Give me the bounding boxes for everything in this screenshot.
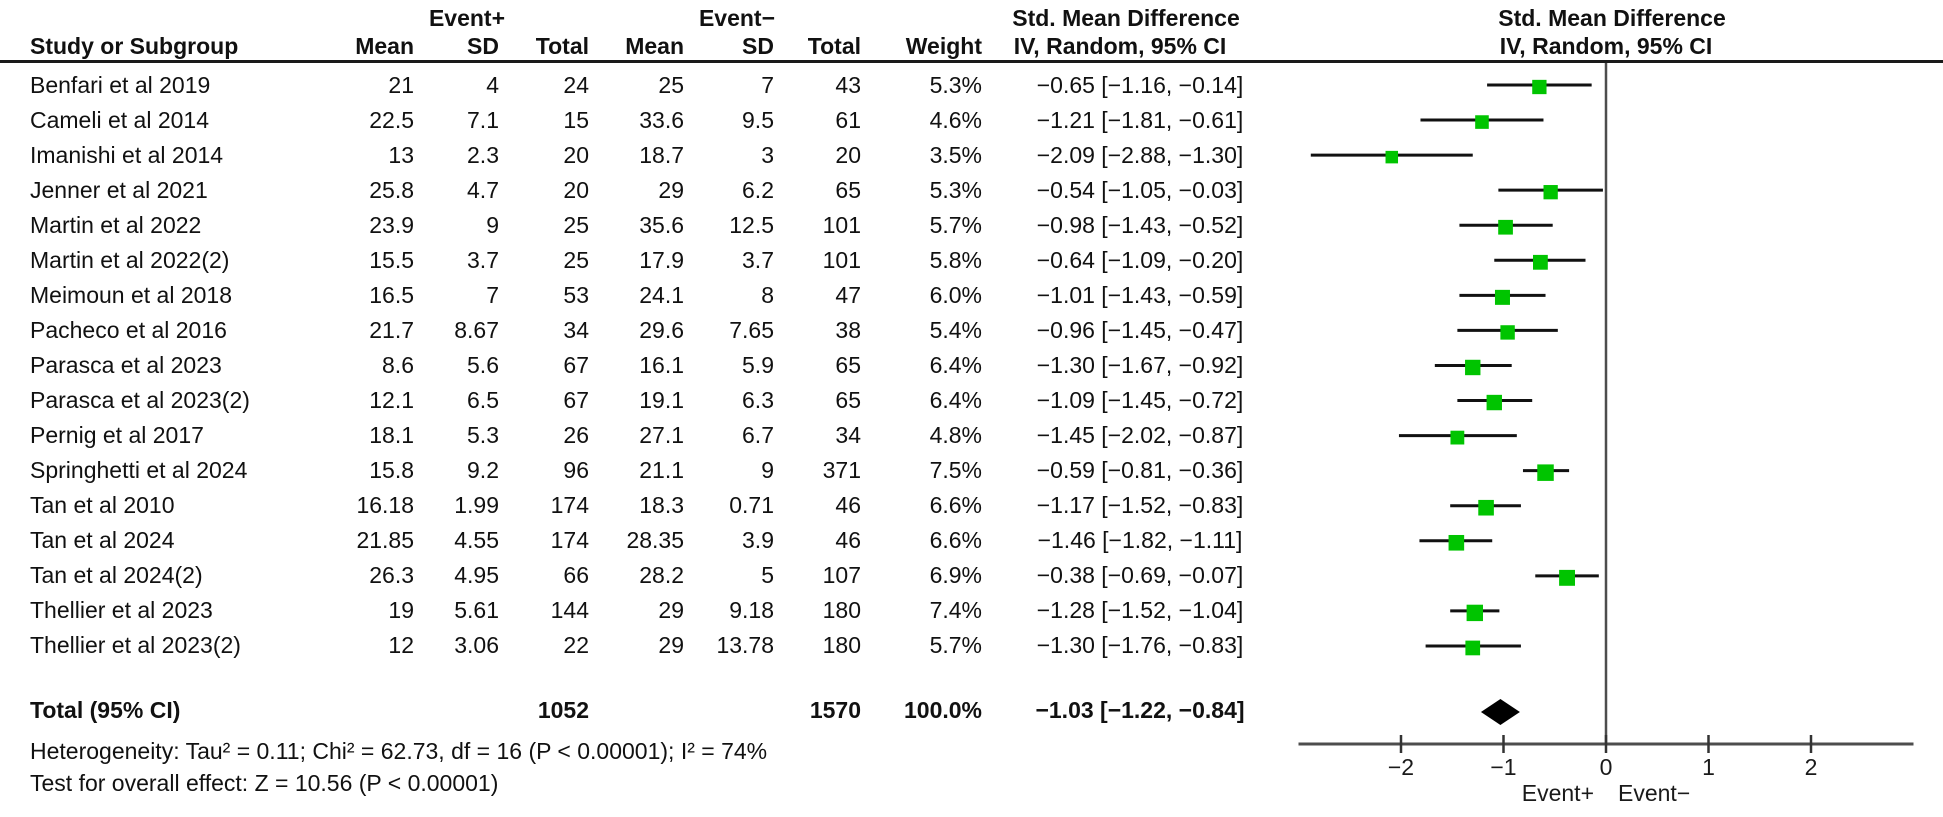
axis-label-event-plus: Event+ <box>1521 780 1594 806</box>
study-mean1: 26.3 <box>369 562 414 589</box>
mean-marker <box>1449 535 1465 551</box>
study-name: Meimoun et al 2018 <box>30 281 233 308</box>
study-n2: 46 <box>835 492 861 519</box>
study-n2: 61 <box>835 106 861 133</box>
study-mean2: 18.7 <box>639 141 684 168</box>
axis-tick-label: 2 <box>1804 754 1818 780</box>
study-n2: 180 <box>822 632 861 659</box>
study-ci_text: −0.98 [−1.43, −0.52] <box>1036 211 1244 238</box>
col-header-study: Study or Subgroup <box>30 33 239 59</box>
study-weight: 6.0% <box>929 281 982 308</box>
study-mean1: 21 <box>388 71 414 98</box>
col-header-total2: Total <box>807 33 861 59</box>
study-n1: 96 <box>563 457 589 484</box>
study-n1: 34 <box>563 316 589 343</box>
study-n1: 174 <box>550 527 589 554</box>
study-ci_text: −1.09 [−1.45, −0.72] <box>1036 387 1244 414</box>
study-sd1: 1.99 <box>454 492 499 519</box>
study-ci_text: −2.09 [−2.88, −1.30] <box>1036 141 1244 168</box>
study-n1: 144 <box>550 597 589 624</box>
smd-header-left: Std. Mean Difference <box>1012 5 1240 31</box>
mean-marker <box>1544 185 1558 199</box>
study-name: Pernig et al 2017 <box>30 422 204 449</box>
study-ci_text: −0.54 [−1.05, −0.03] <box>1036 176 1244 203</box>
study-ci_text: −1.21 [−1.81, −0.61] <box>1036 106 1244 133</box>
study-n2: 107 <box>822 562 861 589</box>
study-mean2: 21.1 <box>639 457 684 484</box>
study-weight: 5.3% <box>929 176 982 203</box>
study-sd1: 8.67 <box>454 316 499 343</box>
study-mean2: 28.35 <box>626 527 684 554</box>
study-ci_text: −1.01 [−1.43, −0.59] <box>1036 281 1244 308</box>
study-sd1: 7.1 <box>467 106 499 133</box>
study-sd2: 5.9 <box>742 351 774 378</box>
total-n1: 1052 <box>537 697 589 723</box>
study-sd2: 13.78 <box>716 632 774 659</box>
study-name: Parasca et al 2023(2) <box>30 387 250 414</box>
study-n1: 20 <box>563 176 589 203</box>
study-sd2: 3.7 <box>742 246 774 273</box>
study-weight: 5.8% <box>929 246 982 273</box>
study-mean2: 29 <box>658 597 684 624</box>
mean-marker <box>1475 115 1489 129</box>
study-name: Thellier et al 2023(2) <box>30 632 241 659</box>
study-weight: 7.4% <box>929 597 982 624</box>
study-ci_text: −1.30 [−1.76, −0.83] <box>1036 632 1244 659</box>
total-label: Total (95% CI) <box>30 697 181 723</box>
mean-marker <box>1465 641 1480 656</box>
col-header-weight: Weight <box>905 33 982 59</box>
mean-marker <box>1386 151 1399 164</box>
study-n2: 20 <box>835 141 861 168</box>
study-weight: 6.4% <box>929 387 982 414</box>
study-ci_text: −1.30 [−1.67, −0.92] <box>1036 351 1244 378</box>
study-weight: 6.6% <box>929 527 982 554</box>
study-mean1: 12.1 <box>369 387 414 414</box>
study-name: Cameli et al 2014 <box>30 106 209 133</box>
study-ci_text: −0.38 [−0.69, −0.07] <box>1036 562 1244 589</box>
mean-marker <box>1465 360 1480 375</box>
study-n2: 65 <box>835 176 861 203</box>
study-n2: 371 <box>822 457 861 484</box>
study-n1: 26 <box>563 422 589 449</box>
col-header-mean2: Mean <box>625 33 684 59</box>
total-ci: −1.03 [−1.22, −0.84] <box>1035 697 1245 723</box>
study-weight: 7.5% <box>929 457 982 484</box>
study-ci_text: −1.46 [−1.82, −1.11] <box>1037 527 1243 554</box>
study-name: Imanishi et al 2014 <box>30 141 224 168</box>
study-name: Benfari et al 2019 <box>30 71 211 98</box>
study-n2: 65 <box>835 387 861 414</box>
study-sd2: 8 <box>761 281 774 308</box>
study-mean2: 19.1 <box>639 387 684 414</box>
study-mean1: 25.8 <box>369 176 414 203</box>
axis-tick-label: 1 <box>1702 754 1715 780</box>
study-name: Martin et al 2022(2) <box>30 246 230 273</box>
study-n1: 25 <box>563 211 589 238</box>
study-sd2: 9 <box>761 457 774 484</box>
study-ci_text: −1.45 [−2.02, −0.87] <box>1036 422 1244 449</box>
study-sd1: 5.6 <box>467 351 499 378</box>
study-ci_text: −1.17 [−1.52, −0.83] <box>1036 492 1244 519</box>
study-weight: 5.7% <box>929 632 982 659</box>
col-header-mean1: Mean <box>355 33 414 59</box>
study-weight: 5.3% <box>929 71 982 98</box>
study-weight: 6.6% <box>929 492 982 519</box>
study-sd2: 7 <box>761 71 774 98</box>
study-sd1: 4.95 <box>454 562 499 589</box>
study-mean1: 12 <box>388 632 414 659</box>
study-weight: 3.5% <box>929 141 982 168</box>
study-n2: 38 <box>835 316 861 343</box>
study-sd2: 9.18 <box>729 597 774 624</box>
mean-marker <box>1487 395 1502 410</box>
study-n2: 34 <box>835 422 861 449</box>
study-mean1: 13 <box>388 141 414 168</box>
study-mean2: 35.6 <box>639 211 684 238</box>
study-ci_text: −0.64 [−1.09, −0.20] <box>1036 246 1244 273</box>
summary-diamond <box>1481 699 1520 725</box>
total-n2: 1570 <box>809 697 861 723</box>
axis-tick-label: −2 <box>1387 754 1415 780</box>
col-header-ci-right: IV, Random, 95% CI <box>1499 33 1713 59</box>
study-mean1: 18.1 <box>369 422 414 449</box>
study-name: Tan et al 2010 <box>30 492 175 519</box>
study-sd2: 6.3 <box>742 387 774 414</box>
study-mean1: 8.6 <box>382 351 414 378</box>
study-weight: 6.4% <box>929 351 982 378</box>
study-sd1: 3.7 <box>467 246 499 273</box>
study-n1: 67 <box>563 351 589 378</box>
heterogeneity-text: Heterogeneity: Tau² = 0.11; Chi² = 62.73, df = 16 (P < 0.00001); I² = 74% <box>30 738 768 764</box>
study-sd1: 5.61 <box>454 597 499 624</box>
study-n2: 101 <box>822 211 861 238</box>
study-mean1: 21.7 <box>369 316 414 343</box>
study-sd2: 6.7 <box>742 422 774 449</box>
study-sd1: 9 <box>486 211 499 238</box>
study-mean2: 25 <box>658 71 684 98</box>
study-name: Springhetti et al 2024 <box>30 457 248 484</box>
mean-marker <box>1533 255 1548 270</box>
group-header-event-minus: Event− <box>698 5 776 31</box>
study-mean2: 18.3 <box>639 492 684 519</box>
study-sd2: 6.2 <box>742 176 774 203</box>
study-mean2: 33.6 <box>639 106 684 133</box>
study-weight: 4.8% <box>929 422 982 449</box>
study-n2: 101 <box>822 246 861 273</box>
study-mean1: 15.8 <box>369 457 414 484</box>
study-mean2: 27.1 <box>639 422 684 449</box>
mean-marker <box>1467 605 1483 621</box>
study-ci_text: −0.65 [−1.16, −0.14] <box>1036 71 1244 98</box>
study-mean1: 19 <box>388 597 414 624</box>
study-mean2: 29 <box>658 632 684 659</box>
study-name: Tan et al 2024 <box>30 527 175 554</box>
study-mean2: 28.2 <box>639 562 684 589</box>
study-mean2: 29.6 <box>639 316 684 343</box>
study-sd2: 0.71 <box>729 492 774 519</box>
total-weight: 100.0% <box>903 697 982 723</box>
study-ci_text: −1.28 [−1.52, −1.04] <box>1036 597 1244 624</box>
study-ci_text: −0.59 [−0.81, −0.36] <box>1036 457 1244 484</box>
study-mean2: 16.1 <box>639 351 684 378</box>
study-n1: 174 <box>550 492 589 519</box>
study-name: Thellier et al 2023 <box>30 597 213 624</box>
mean-marker <box>1559 570 1575 586</box>
study-n2: 180 <box>822 597 861 624</box>
col-header-sd1: SD <box>467 33 499 59</box>
study-n1: 22 <box>563 632 589 659</box>
col-header-sd2: SD <box>742 33 774 59</box>
study-n2: 46 <box>835 527 861 554</box>
study-mean1: 15.5 <box>369 246 414 273</box>
study-sd2: 3.9 <box>742 527 774 554</box>
mean-marker <box>1532 80 1546 94</box>
study-n1: 67 <box>563 387 589 414</box>
mean-marker <box>1478 500 1494 516</box>
study-sd1: 9.2 <box>467 457 499 484</box>
study-mean1: 16.18 <box>356 492 414 519</box>
study-mean1: 22.5 <box>369 106 414 133</box>
study-n1: 15 <box>563 106 589 133</box>
axis-tick-label: −1 <box>1490 754 1517 780</box>
col-header-total1: Total <box>535 33 589 59</box>
study-sd1: 4.55 <box>454 527 499 554</box>
axis-label-event-minus: Event− <box>1618 780 1691 806</box>
study-sd2: 9.5 <box>742 106 774 133</box>
study-name: Parasca et al 2023 <box>30 351 222 378</box>
study-sd1: 3.06 <box>454 632 499 659</box>
overall-effect-text: Test for overall effect: Z = 10.56 (P < 0.00001) <box>30 770 499 796</box>
study-n1: 25 <box>563 246 589 273</box>
study-weight: 6.9% <box>929 562 982 589</box>
study-name: Tan et al 2024(2) <box>30 562 203 589</box>
study-weight: 5.7% <box>929 211 982 238</box>
mean-marker <box>1537 464 1554 481</box>
study-mean2: 29 <box>658 176 684 203</box>
col-header-ci-left: IV, Random, 95% CI <box>1013 33 1227 59</box>
study-n1: 24 <box>563 71 589 98</box>
study-n1: 20 <box>563 141 589 168</box>
study-name: Jenner et al 2021 <box>30 176 208 203</box>
study-sd2: 5 <box>761 562 774 589</box>
study-n1: 53 <box>563 281 589 308</box>
study-n1: 66 <box>563 562 589 589</box>
study-weight: 5.4% <box>929 316 982 343</box>
study-sd1: 4.7 <box>467 176 499 203</box>
axis-tick-label: 0 <box>1599 754 1613 780</box>
study-sd2: 3 <box>761 141 774 168</box>
study-mean1: 21.85 <box>356 527 414 554</box>
study-sd1: 4 <box>486 71 499 98</box>
study-mean2: 17.9 <box>639 246 684 273</box>
study-sd1: 5.3 <box>467 422 499 449</box>
study-sd1: 2.3 <box>467 141 499 168</box>
mean-marker <box>1500 325 1514 339</box>
study-sd1: 6.5 <box>467 387 499 414</box>
study-name: Pacheco et al 2016 <box>30 316 227 343</box>
group-header-event-plus: Event+ <box>428 5 506 31</box>
mean-marker <box>1498 220 1513 235</box>
study-mean1: 23.9 <box>369 211 414 238</box>
study-ci_text: −0.96 [−1.45, −0.47] <box>1036 316 1244 343</box>
study-mean2: 24.1 <box>639 281 684 308</box>
study-n2: 65 <box>835 351 861 378</box>
mean-marker <box>1495 290 1510 305</box>
study-name: Martin et al 2022 <box>30 211 202 238</box>
study-n2: 47 <box>835 281 861 308</box>
study-weight: 4.6% <box>929 106 982 133</box>
study-sd2: 12.5 <box>729 211 774 238</box>
mean-marker <box>1450 431 1464 445</box>
study-sd2: 7.65 <box>729 316 774 343</box>
study-mean1: 16.5 <box>369 281 414 308</box>
study-sd1: 7 <box>486 281 499 308</box>
smd-header-right: Std. Mean Difference <box>1498 5 1726 31</box>
study-n2: 43 <box>835 71 861 98</box>
